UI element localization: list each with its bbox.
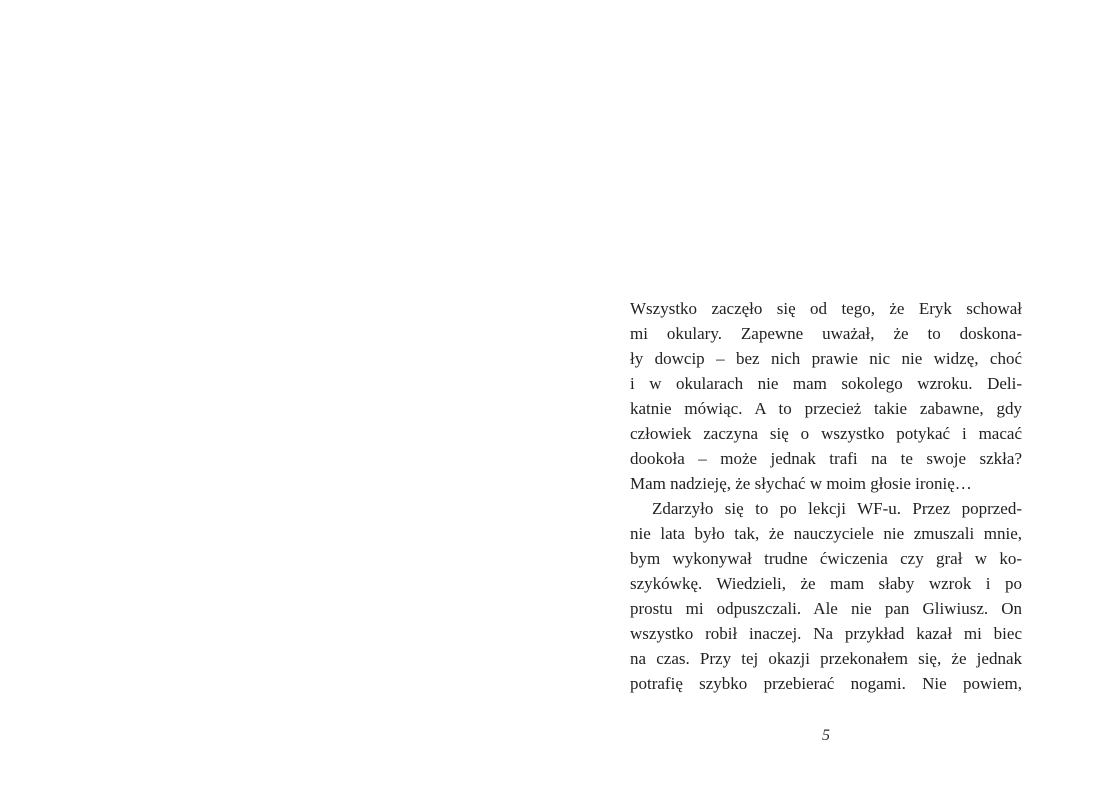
text-line: Mam nadzieję, że słychać w moim głosie ironię… bbox=[630, 474, 972, 493]
text-line: na czas. Przy tej okazji przekonałem się, że jednak bbox=[630, 649, 1022, 668]
text-line: prostu mi odpuszczali. Ale nie pan Gliwiusz. On bbox=[630, 599, 1022, 618]
text-line: bym wykonywał trudne ćwiczenia czy grał w ko- bbox=[630, 549, 1022, 568]
page-number: 5 bbox=[822, 727, 830, 744]
text-line: nie lata było tak, że nauczyciele nie zmuszali mnie, bbox=[630, 524, 1022, 543]
text-line: potrafię szybko przebierać nogami. Nie powiem, bbox=[630, 674, 1022, 693]
text-line: i w okularach nie mam sokolego wzroku. Deli- bbox=[630, 374, 1022, 393]
text-line: człowiek zaczyna się o wszystko potykać i macać bbox=[630, 424, 1022, 443]
text-line: dookoła – może jednak trafi na te swoje szkła? bbox=[630, 449, 1022, 468]
text-line: Wszystko zaczęło się od tego, że Eryk schował bbox=[630, 299, 1022, 318]
text-line: katnie mówiąc. A to przecież takie zabawne, gdy bbox=[630, 399, 1022, 418]
paragraph-2 bbox=[630, 496, 1022, 696]
text-line: Zdarzyło się to po lekcji WF-u. Przez poprzed- bbox=[652, 499, 1022, 518]
text-line: wszystko robił inaczej. Na przykład kazał mi biec bbox=[630, 624, 1022, 643]
body-text-block bbox=[630, 296, 1022, 696]
text-line: ły dowcip – bez nich prawie nic nie widzę, choć bbox=[630, 349, 1022, 368]
text-line: szykówkę. Wiedzieli, że mam słaby wzrok i po bbox=[630, 574, 1022, 593]
paragraph-1 bbox=[630, 296, 1022, 496]
text-line: mi okulary. Zapewne uważał, że to doskona- bbox=[630, 324, 1022, 343]
